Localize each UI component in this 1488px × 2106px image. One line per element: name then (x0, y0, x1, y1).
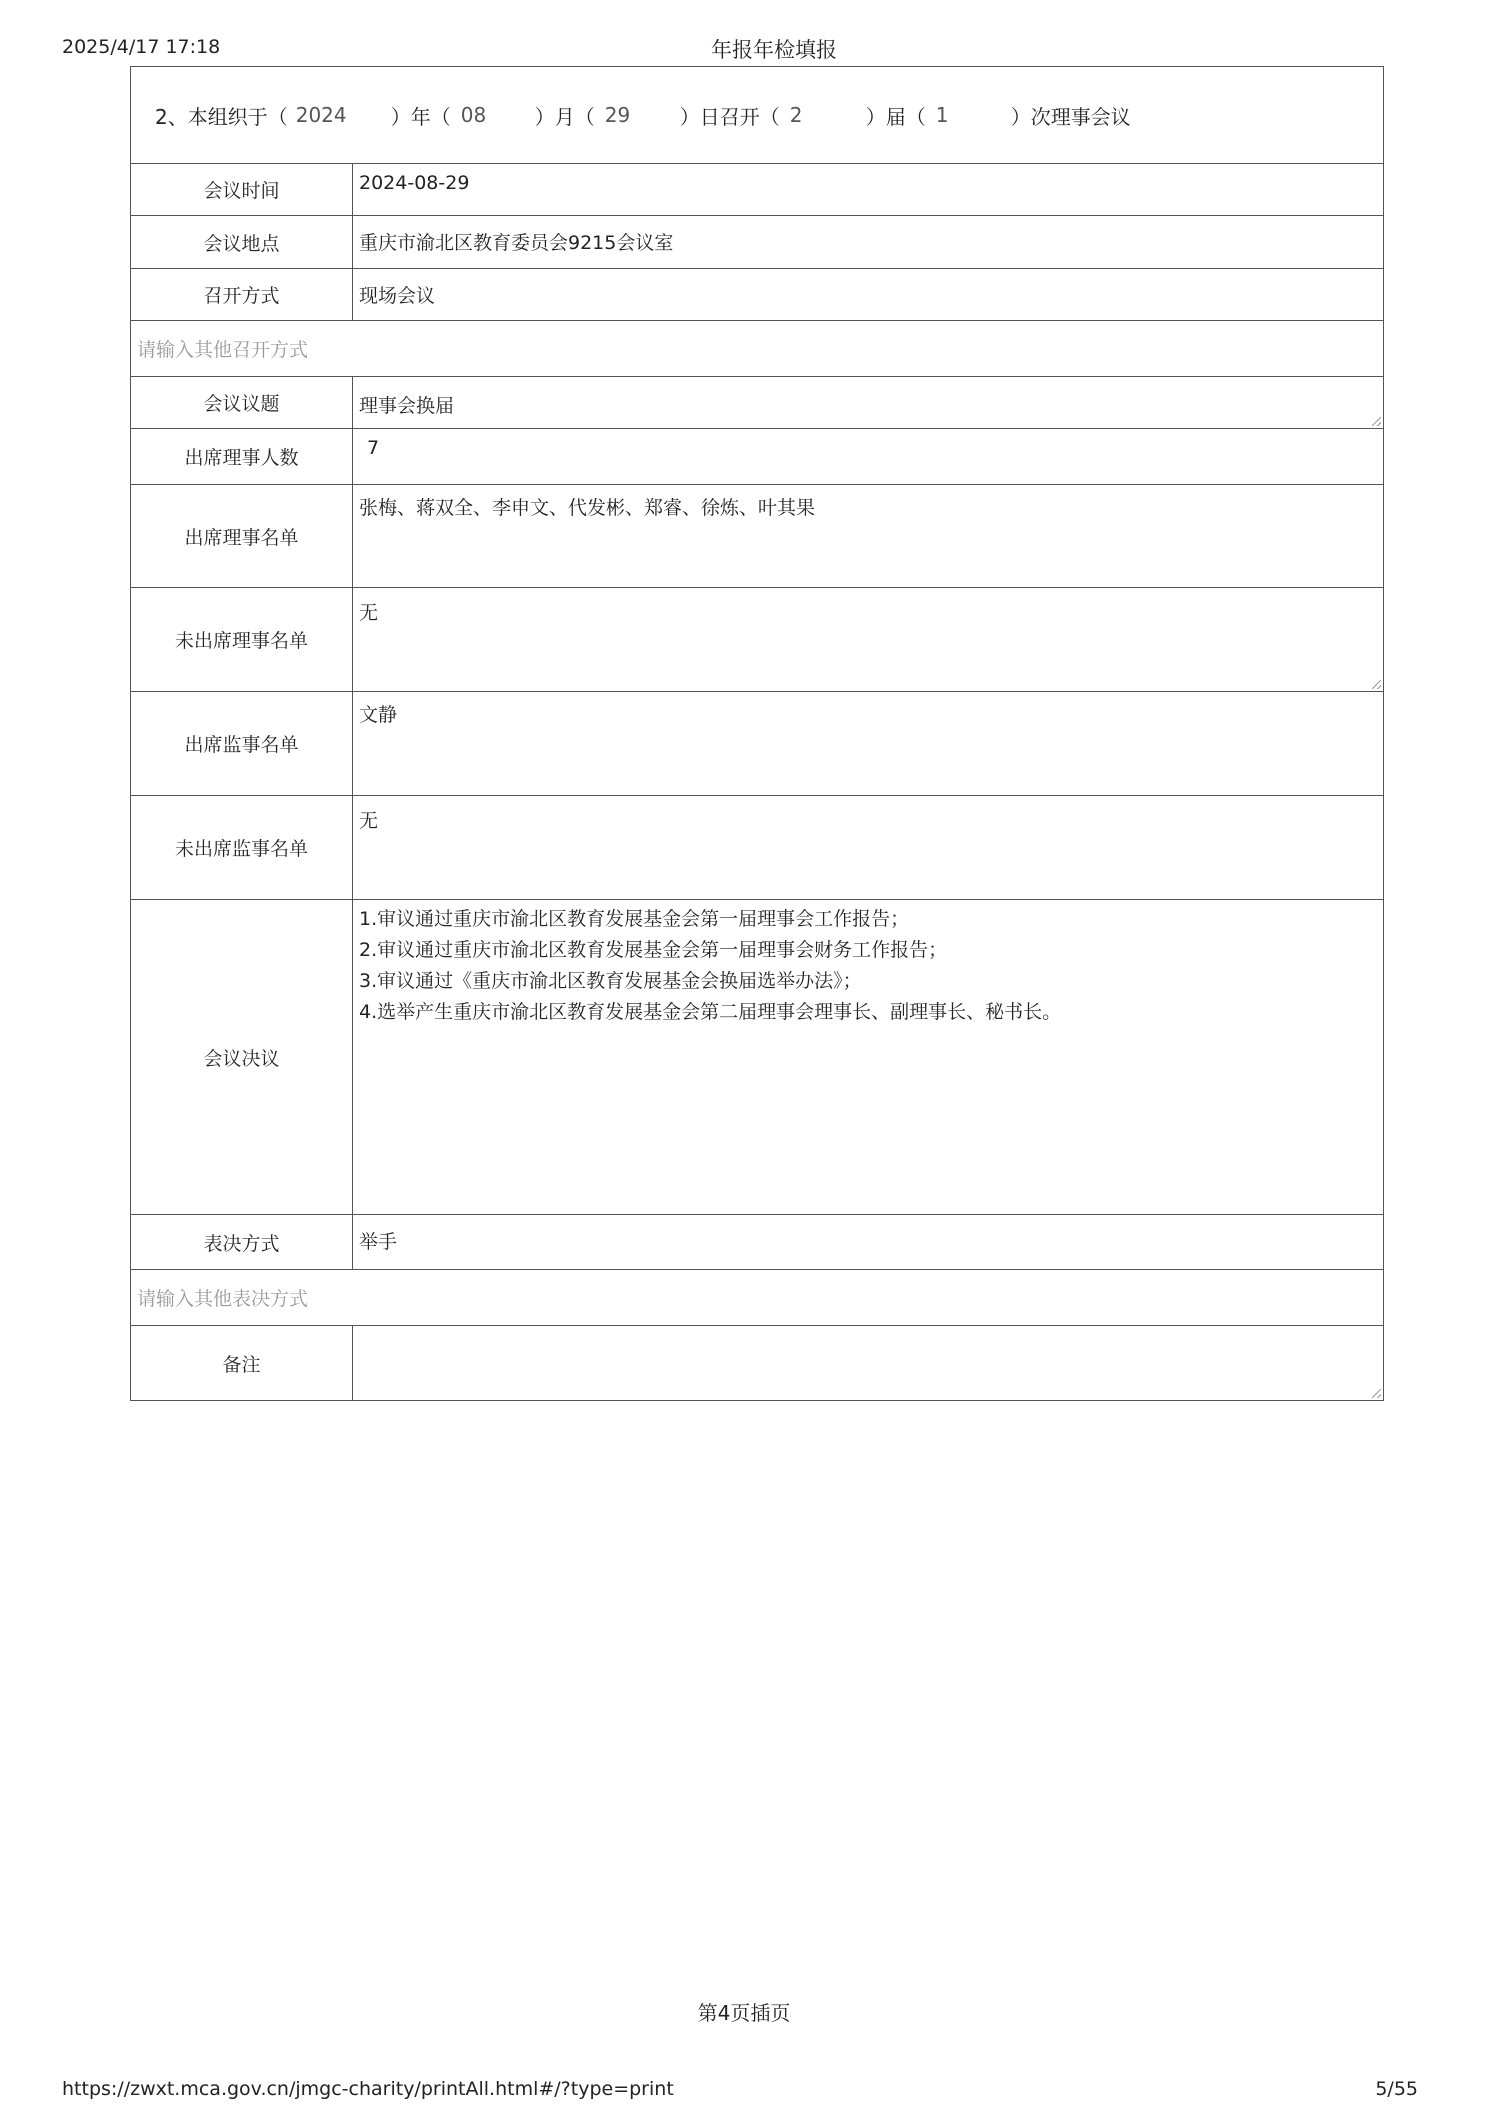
row-attending-count (131, 428, 1383, 484)
attending-list-label: 出席理事名单 (131, 485, 353, 587)
intro-count[interactable]: 1 (935, 103, 949, 127)
meeting-place-label: 会议地点 (131, 216, 353, 268)
attending-count-field[interactable]: 7 (367, 437, 380, 459)
row-meeting-place (131, 215, 1383, 268)
intro-year[interactable]: 2024 (295, 103, 347, 127)
row-remarks (131, 1325, 1383, 1400)
other-vote-input[interactable]: 请输入其他表决方式 (137, 1288, 309, 1310)
intro-month-suffix: ）月（ (534, 104, 595, 129)
intro-year-suffix: ）年（ (390, 104, 451, 129)
remarks-field[interactable] (353, 1326, 1383, 1400)
meeting-place-field[interactable]: 重庆市渝北区教育委员会9215会议室 (359, 232, 674, 254)
supervisor-list-label: 出席监事名单 (131, 692, 353, 795)
meeting-form (130, 66, 1384, 1401)
intro-day-suffix: ）日召开（ (679, 104, 780, 129)
row-resolutions (131, 899, 1383, 1214)
page-label: 第4页插页 (697, 2001, 791, 2025)
topic-label: 会议议题 (131, 377, 353, 428)
resolution-line: 3.审议通过《重庆市渝北区教育发展基金会换届选举办法》； (359, 970, 862, 992)
resolution-line: 1.审议通过重庆市渝北区教育发展基金会第一届理事会工作报告； (359, 908, 910, 930)
intro-count-suffix: ）次理事会议 (1010, 104, 1131, 129)
resolution-line: 4.选举产生重庆市渝北区教育发展基金会第二届理事会理事长、副理事长、秘书长。 (359, 1001, 1062, 1023)
absent-list-field[interactable] (353, 588, 1383, 691)
row-meeting-mode (131, 268, 1383, 320)
row-other-mode (131, 320, 1383, 376)
intro-day[interactable]: 29 (604, 103, 631, 127)
absent-supervisor-list-field[interactable]: 无 (359, 810, 379, 832)
row-absent-list (131, 587, 1383, 691)
supervisor-list-field[interactable]: 文静 (359, 704, 398, 726)
row-supervisor-list (131, 691, 1383, 795)
row-meeting-time (131, 163, 1383, 215)
print-url: https://zwxt.mca.gov.cn/jmgc-charity/printAll.html#/?type=print (62, 2078, 674, 2100)
resolutions-label: 会议决议 (131, 900, 353, 1214)
resize-handle-icon[interactable] (1372, 417, 1381, 426)
attending-list-field[interactable]: 张梅、蒋双全、李申文、代发彬、郑睿、徐炼、叶其果 (359, 497, 816, 519)
row-topic (131, 376, 1383, 428)
resolutions-field[interactable] (353, 900, 1383, 1214)
intro-prefix: 2、本组织于（ (155, 104, 288, 129)
attending-count-label: 出席理事人数 (131, 429, 353, 484)
meeting-time-field[interactable]: 2024-08-29 (359, 172, 470, 194)
other-mode-input[interactable]: 请输入其他召开方式 (137, 339, 309, 361)
vote-mode-label: 表决方式 (131, 1215, 353, 1269)
resolution-line: 2.审议通过重庆市渝北区教育发展基金会第一届理事会财务工作报告； (359, 939, 948, 961)
row-other-vote (131, 1269, 1383, 1325)
page-number: 5/55 (1375, 2078, 1418, 2100)
topic-value: 理事会换届 (359, 395, 455, 417)
intro-session-suffix: ）届（ (865, 104, 926, 129)
intro-session[interactable]: 2 (789, 103, 803, 127)
meeting-time-label: 会议时间 (131, 164, 353, 215)
meeting-intro-row (131, 67, 1383, 163)
intro-month[interactable]: 08 (460, 103, 487, 127)
remarks-label: 备注 (131, 1326, 353, 1400)
page-title: 年报年检填报 (711, 38, 837, 62)
row-vote-mode (131, 1214, 1383, 1269)
absent-list-value: 无 (359, 602, 379, 624)
row-absent-supervisor-list (131, 795, 1383, 899)
resize-handle-icon[interactable] (1372, 680, 1381, 689)
vote-mode-field[interactable]: 举手 (359, 1231, 398, 1253)
print-datetime: 2025/4/17 17:18 (62, 36, 221, 58)
meeting-mode-label: 召开方式 (131, 269, 353, 320)
absent-list-label: 未出席理事名单 (131, 588, 353, 691)
row-attending-list (131, 484, 1383, 587)
meeting-mode-field[interactable]: 现场会议 (359, 285, 436, 307)
topic-field[interactable] (353, 377, 1383, 428)
absent-supervisor-list-label: 未出席监事名单 (131, 796, 353, 899)
resize-handle-icon[interactable] (1372, 1389, 1381, 1398)
